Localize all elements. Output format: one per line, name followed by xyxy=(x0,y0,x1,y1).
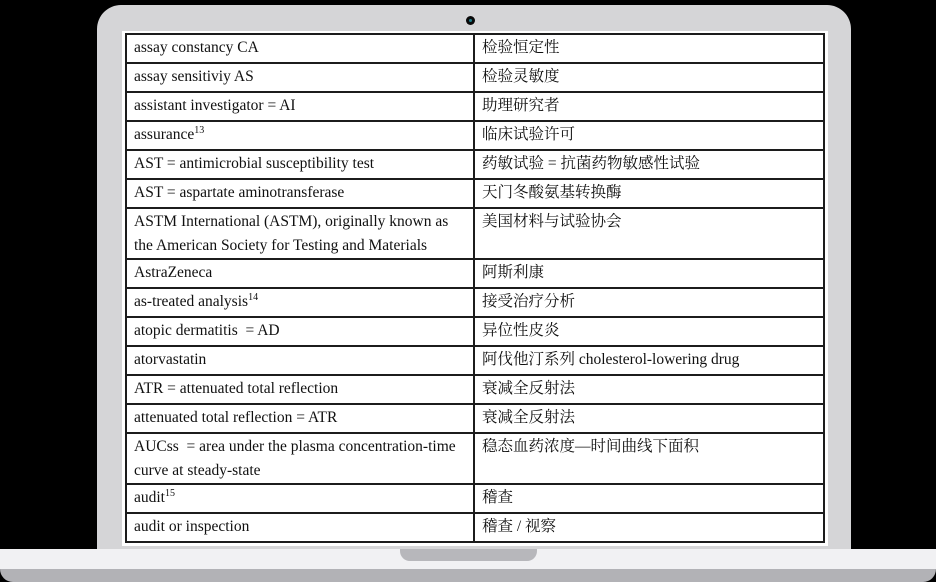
term-zh: 检验灵敏度 xyxy=(474,63,824,92)
term-zh: 临床试验许可 xyxy=(474,121,824,150)
laptop-base xyxy=(0,549,936,569)
term-en: assistant investigator = AI xyxy=(126,92,474,121)
table-row xyxy=(126,179,824,208)
term-zh: 异位性皮炎 xyxy=(474,317,824,346)
webcam-icon xyxy=(466,16,475,25)
term-en: audit or inspection xyxy=(126,513,474,542)
term-en: atorvastatin xyxy=(126,346,474,375)
webcam-led xyxy=(469,19,472,22)
term-zh: 药敏试验 = 抗菌药物敏感性试验 xyxy=(474,150,824,179)
table-row xyxy=(126,317,824,346)
glossary-table xyxy=(125,33,825,543)
term-en: AUCss = area under the plasma concentration-time curve at steady-state xyxy=(126,433,474,484)
term-zh: 稳态血药浓度—时间曲线下面积 xyxy=(474,433,824,484)
term-en: atopic dermatitis = AD xyxy=(126,317,474,346)
table-row xyxy=(126,208,824,259)
term-en: assay sensitiviy AS xyxy=(126,63,474,92)
table-row xyxy=(126,484,824,513)
term-en: ATR = attenuated total reflection xyxy=(126,375,474,404)
table-row xyxy=(126,375,824,404)
term-zh: 助理研究者 xyxy=(474,92,824,121)
term-zh: 衰减全反射法 xyxy=(474,375,824,404)
table-row xyxy=(126,433,824,484)
table-row xyxy=(126,288,824,317)
term-en: assurance$^{13}$ xyxy=(126,121,474,150)
term-zh: 天门冬酸氨基转换酶 xyxy=(474,179,824,208)
term-zh: 稽查 xyxy=(474,484,824,513)
table-row xyxy=(126,121,824,150)
laptop-lid xyxy=(97,5,851,549)
term-zh: 衰减全反射法 xyxy=(474,404,824,433)
glossary-table-body xyxy=(126,34,824,542)
table-row xyxy=(126,513,824,542)
term-en: attenuated total reflection = ATR xyxy=(126,404,474,433)
term-en: audit$^{15}$ xyxy=(126,484,474,513)
table-row xyxy=(126,63,824,92)
term-en: AstraZeneca xyxy=(126,259,474,288)
term-zh: 美国材料与试验协会 xyxy=(474,208,824,259)
term-en: AST = aspartate aminotransferase xyxy=(126,179,474,208)
table-row xyxy=(126,34,824,63)
laptop-base-bottom-edge xyxy=(0,569,936,582)
term-en: as-treated analysis$^{14}$ xyxy=(126,288,474,317)
table-row xyxy=(126,404,824,433)
term-en: AST = antimicrobial susceptibility test xyxy=(126,150,474,179)
term-zh: 稽查 / 视察 xyxy=(474,513,824,542)
table-row xyxy=(126,259,824,288)
term-zh: 阿伐他汀系列 cholesterol-lowering drug xyxy=(474,346,824,375)
table-row xyxy=(126,346,824,375)
laptop-screen xyxy=(122,31,828,546)
laptop-hinge-notch xyxy=(400,549,537,561)
table-row xyxy=(126,150,824,179)
term-en: assay constancy CA xyxy=(126,34,474,63)
table-row xyxy=(126,92,824,121)
term-zh: 检验恒定性 xyxy=(474,34,824,63)
term-en: ASTM International (ASTM), originally known as the American Society for Testing and Materials xyxy=(126,208,474,259)
term-zh: 阿斯利康 xyxy=(474,259,824,288)
term-zh: 接受治疗分析 xyxy=(474,288,824,317)
